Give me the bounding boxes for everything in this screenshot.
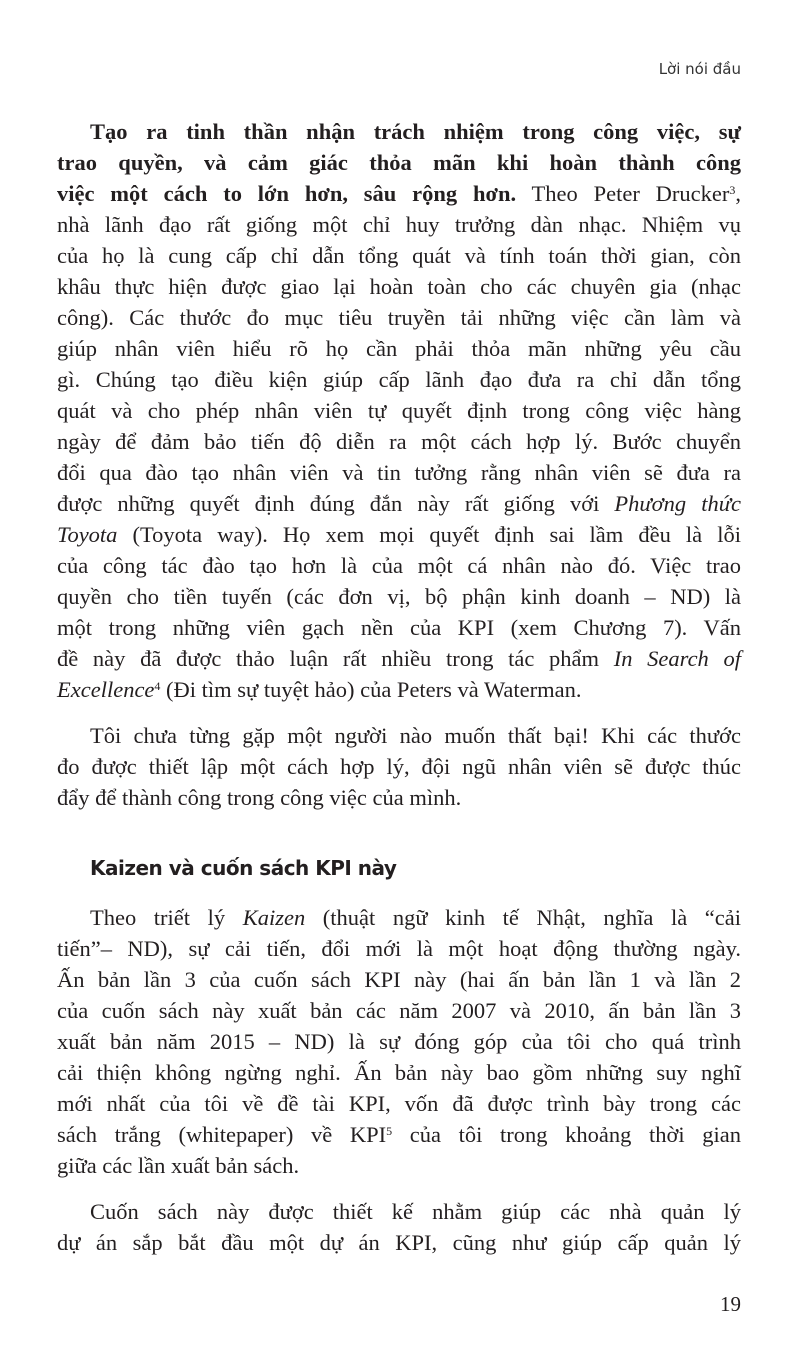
text-line [57,240,741,271]
text-run: đẩy để thành công trong công việc của mình. [57,785,462,810]
text-run: ngày để đảm bảo tiến độ diễn ra một cách hợp lý. Bước chuyển [57,429,741,454]
text-run: khâu thực hiện được giao lại hoàn toàn cho các chuyên gia (nhạc [57,274,741,299]
text-run: (thuật ngữ kinh tế Nhật, nghĩa là “cải [305,905,741,930]
italic-text: Phương thức [614,491,741,516]
text-run: gì. Chúng tạo điều kiện giúp cấp lãnh đạo đưa ra chỉ dẫn tổng [57,367,741,392]
text-line [57,1227,741,1258]
text-run: tiến”– ND), sự cải tiến, đổi mới là một hoạt động thường ngày. [57,936,741,961]
paragraph-4 [57,1196,741,1258]
text-line [57,720,741,751]
text-line [57,1088,741,1119]
text-run: xuất bản năm 2015 – ND) là sự đóng góp của tôi cho quá trình [57,1029,741,1054]
text-run: công). Các thước đo mục tiêu truyền tải những việc cần làm và [57,305,741,330]
bold-text: trao quyền, và cảm giác thỏa mãn khi hoàn thành công [57,150,741,175]
text-run: giữa các lần xuất bản sách. [57,1153,300,1178]
bold-text: Tạo ra tinh thần nhận trách nhiệm trong công việc, sự [90,119,741,144]
text-line [57,147,741,178]
text-run: đo được thiết lập một cách hợp lý, đội ngũ nhân viên sẽ được thúc [57,754,741,779]
text-line [57,581,741,612]
text-run: nhà lãnh đạo rất giống một chỉ huy trưởng dàn nhạc. Nhiệm vụ [57,212,741,237]
text-run: mới nhất của tôi về đề tài KPI, vốn đã được trình bày trong các [57,1091,741,1116]
text-run: của công tác đào tạo hơn là của một cá nhân nào đó. Việc trao [57,553,741,578]
text-line [57,209,741,240]
text-line [57,674,741,705]
text-line [57,116,741,147]
text-line [57,1196,741,1227]
italic-text: Toyota [57,522,118,547]
text-run: đề này đã được thảo luận rất nhiều trong tác phẩm [57,646,614,671]
text-run: của tôi trong khoảng thời gian [392,1122,741,1147]
footnote-ref: 3 [729,183,736,197]
text-run: Theo Peter Drucker [516,181,730,206]
text-run: của họ là cung cấp chỉ dẫn tổng quát và tính toán thời gian, còn [57,243,741,268]
text-run: Theo triết lý [90,905,243,930]
text-line [57,426,741,457]
text-line [57,1150,741,1181]
text-run: quát và cho phép nhân viên tự quyết định trong công việc hàng [57,398,741,423]
paragraph-1 [57,116,741,705]
text-run: sách trắng (whitepaper) về KPI [57,1122,387,1147]
text-run: một trong những viên gạch nền của KPI (xem Chương 7). Vấn [57,615,741,640]
text-line [57,550,741,581]
text-run: Ấn bản lần 3 của cuốn sách KPI này (hai ấn bản lần 1 và lần 2 [57,967,741,992]
text-line [57,612,741,643]
text-line [57,302,741,333]
text-run: dự án sắp bắt đầu một dự án KPI, cũng như giúp cấp quản lý [57,1230,741,1255]
text-run: giúp nhân viên hiểu rõ họ cần phải thỏa mãn những yêu cầu [57,336,741,361]
text-line [57,519,741,550]
text-run: đổi qua đào tạo nhân viên và tin tưởng rằng nhân viên sẽ đưa ra [57,460,741,485]
paragraph-2 [57,720,741,813]
text-line [57,751,741,782]
text-run: quyền cho tiền tuyến (các đơn vị, bộ phận kinh doanh – ND) là [57,584,741,609]
text-line [57,271,741,302]
footnote-ref: 5 [386,1124,393,1138]
italic-text: Kaizen [242,905,306,930]
text-run: (Toyota way). Họ xem mọi quyết định sai lầm đều là lỗi [117,522,741,547]
text-line [57,364,741,395]
text-run: , [735,181,742,206]
section-heading: Kaizen và cuốn sách KPI này [90,856,397,880]
text-line [57,643,741,674]
text-line [57,1057,741,1088]
text-line [57,395,741,426]
text-run: của cuốn sách này xuất bản các năm 2007 và 2010, ấn bản lần 3 [57,998,741,1023]
page-number: 19 [720,1292,741,1316]
text-line [57,488,741,519]
italic-text: Excellence [57,677,155,702]
text-line [57,964,741,995]
text-run: (Đi tìm sự tuyệt hảo) của Peters và Waterman. [160,677,582,702]
text-line [57,178,741,209]
text-run: Tôi chưa từng gặp một người nào muốn thất bại! Khi các thước [90,723,741,748]
text-line [57,333,741,364]
text-line [57,1119,741,1150]
bold-text: việc một cách to lớn hơn, sâu rộng hơn. [57,181,517,206]
paragraph-3 [57,902,741,1181]
text-run: được những quyết định đúng đắn này rất giống với [57,491,615,516]
text-line [57,933,741,964]
italic-text: In Search of [613,646,741,671]
text-line [57,1026,741,1057]
text-run: Cuốn sách này được thiết kế nhằm giúp các nhà quản lý [90,1199,741,1224]
footnote-ref: 4 [154,679,161,693]
running-header: Lời nói đầu [658,60,741,78]
text-line [57,995,741,1026]
text-line [57,902,741,933]
text-run: cải thiện không ngừng nghỉ. Ấn bản này bao gồm những suy nghĩ [57,1060,741,1085]
text-line [57,457,741,488]
text-line [57,782,741,813]
